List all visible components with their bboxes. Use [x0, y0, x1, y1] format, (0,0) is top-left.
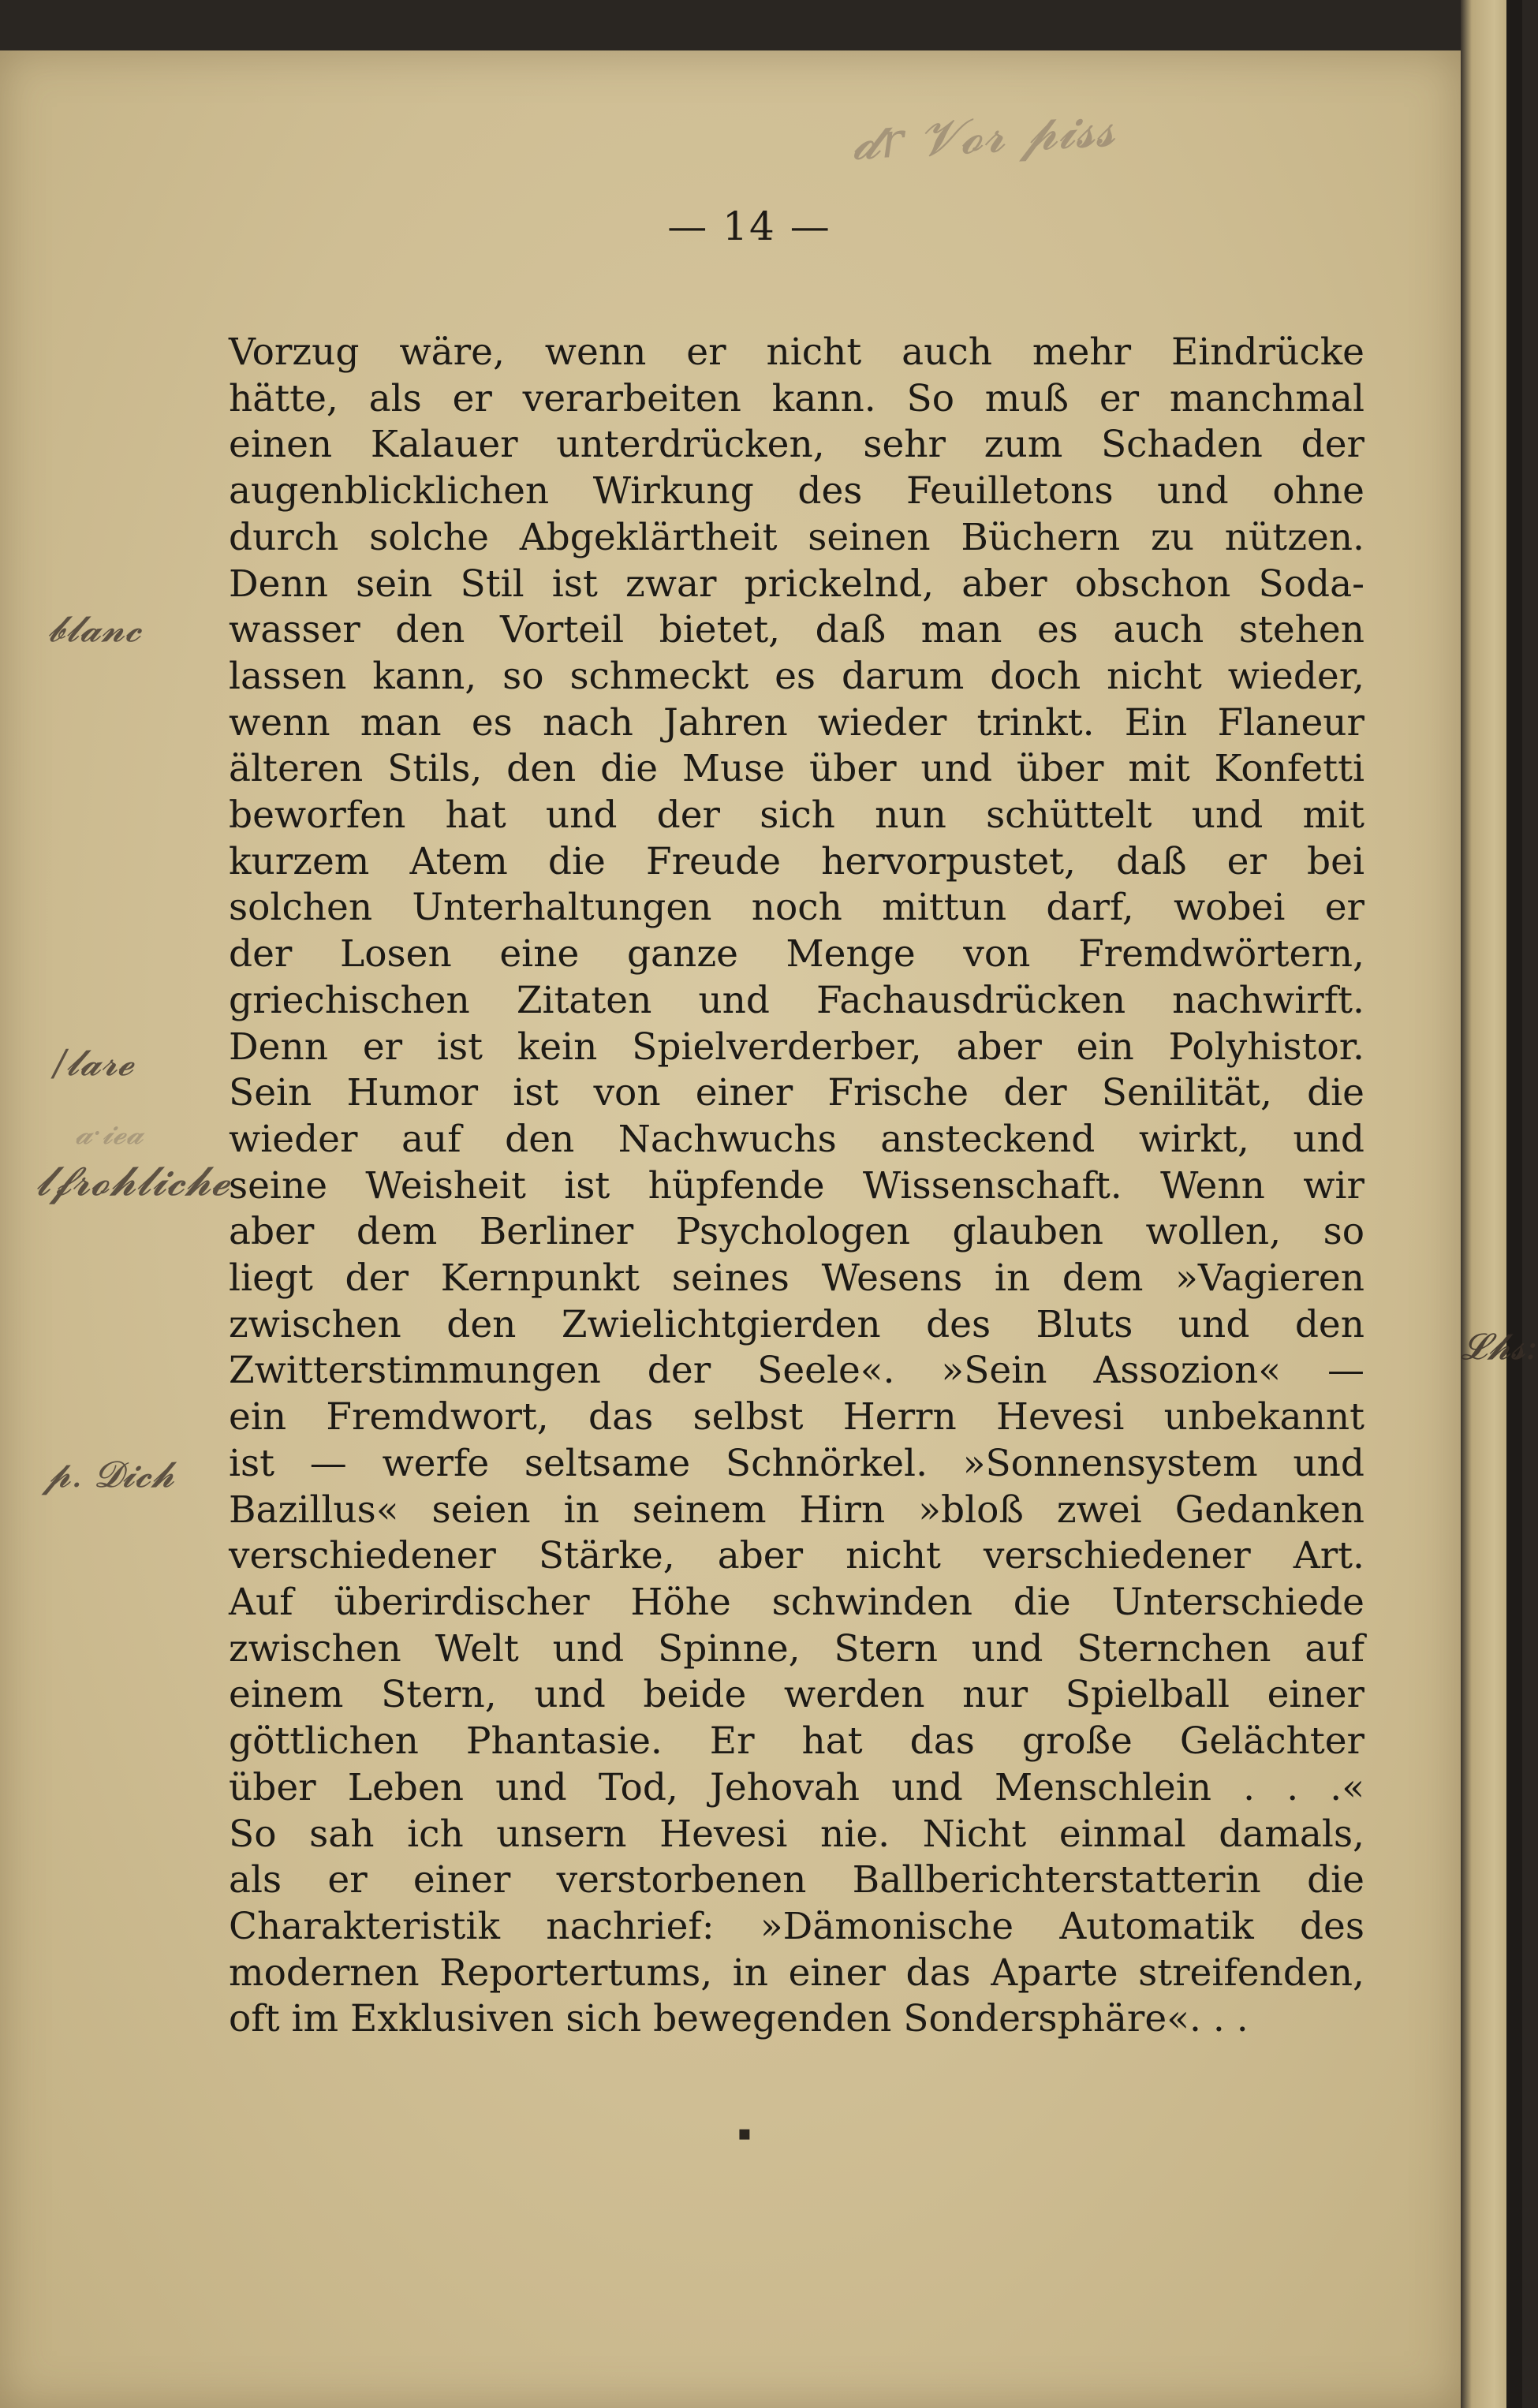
handwritten-margin-note: 𝓫𝓵𝓪𝓷𝓬: [47, 607, 141, 650]
text-line: ein Fremdwort, das selbst Herrn Hevesi unbekannt: [229, 1395, 1364, 1439]
handwritten-margin-note: 𝓵𝓯𝓻𝓸𝓱𝓵𝓲𝓬𝓱𝓮: [35, 1158, 230, 1205]
text-line: Sein Humor ist von einer Frische der Senilität, die: [229, 1071, 1364, 1115]
text-line: liegt der Kernpunkt seines Wesens in dem »Vagieren: [229, 1256, 1364, 1301]
text-line: Denn er ist kein Spielverderber, aber ein Polyhistor.: [229, 1025, 1364, 1069]
text-line: einen Kalauer unterdrücken, sehr zum Schaden der: [229, 423, 1364, 467]
text-line: beworfen hat und der sich nun schüttelt und mit: [229, 793, 1364, 838]
text-line: einem Stern, und beide werden nur Spielball einer: [229, 1673, 1364, 1717]
body-text: [229, 330, 1364, 2043]
text-line: kurzem Atem die Freude hervorpustet, daß er bei: [229, 839, 1364, 883]
text-line: wasser den Vorteil bietet, daß man es auch stehen: [229, 608, 1364, 652]
text-line: zwischen den Zwielichtgierden des Bluts und den: [229, 1302, 1364, 1346]
text-line: über Leben und Tod, Jehovah und Menschlein . . .«: [229, 1765, 1364, 1809]
text-line: wieder auf den Nachwuchs ansteckend wirkt, und: [229, 1117, 1364, 1161]
text-line: lassen kann, so schmeckt es darum doch nicht wieder,: [229, 654, 1364, 698]
text-line: oft im Exklusiven sich bewegenden Sondersphäre«. . .: [229, 1997, 1249, 2041]
text-line: hätte, als er verarbeiten kann. So muß er manchmal: [229, 376, 1364, 420]
handwritten-margin-note: /𝓵𝓪𝓻𝓮: [54, 1041, 134, 1084]
text-line: Auf überirdischer Höhe schwinden die Unterschiede: [229, 1580, 1364, 1624]
page-number: — 14 —: [667, 203, 831, 249]
text-line: Zwitterstimmungen der Seele«. »Sein Assozion« —: [229, 1349, 1364, 1393]
text-line: der Losen eine ganze Menge von Fremdwörtern,: [229, 932, 1364, 976]
text-line: älteren Stils, den die Muse über und über mit Konfetti: [229, 747, 1364, 791]
handwritten-annotation-top: 𝓭r 𝓥𝓸𝓻 𝓹𝓲𝓼𝓼: [850, 99, 1117, 171]
text-line: seine Weisheit ist hüpfende Wissenschaft. Wenn wir: [229, 1163, 1364, 1208]
text-line: göttlichen Phantasie. Er hat das große Gelächter: [229, 1719, 1364, 1764]
text-line: augenblicklichen Wirkung des Feuilletons und ohne: [229, 469, 1364, 513]
handwritten-margin-note: 𝓪·𝓲𝓮𝓪: [75, 1116, 144, 1151]
text-line: als er einer verstorbenen Ballberichterstatterin die: [229, 1858, 1364, 1902]
text-line: Vorzug wäre, wenn er nicht auch mehr Eindrücke: [229, 330, 1364, 374]
text-line: wenn man es nach Jahren wieder trinkt. Ein Flaneur: [229, 700, 1364, 745]
text-line: solchen Unterhaltungen noch mittun darf, wobei er: [229, 886, 1364, 930]
scan-border: [1506, 0, 1522, 2408]
handwritten-margin-note: 𝓹. 𝓓𝓲𝓬𝓱: [43, 1453, 175, 1495]
footer-mark: ▪: [737, 2122, 752, 2145]
text-line: ist — werfe seltsame Schnörkel. »Sonnensystem und: [229, 1441, 1364, 1485]
text-line: So sah ich unsern Hevesi nie. Nicht einmal damals,: [229, 1812, 1364, 1856]
handwritten-margin-note: 𝓛𝓱𝓼:: [1461, 1325, 1538, 1368]
text-line: modernen Reportertums, in einer das Aparte streifenden,: [229, 1951, 1364, 1995]
text-line: Denn sein Stil ist zwar prickelnd, aber obschon Soda-: [229, 562, 1364, 606]
text-line: zwischen Welt und Spinne, Stern und Sternchen auf: [229, 1626, 1364, 1671]
text-line: griechischen Zitaten und Fachausdrücken nachwirft.: [229, 978, 1364, 1022]
text-line: durch solche Abgeklärtheit seinen Büchern zu nützen.: [229, 515, 1364, 559]
text-line: Bazillus« seien in seinem Hirn »bloß zwei Gedanken: [229, 1488, 1364, 1532]
text-line: verschiedener Stärke, aber nicht verschiedener Art.: [229, 1534, 1364, 1578]
text-line: aber dem Berliner Psychologen glauben wollen, so: [229, 1210, 1364, 1254]
text-line: Charakteristik nachrief: »Dämonische Automatik des: [229, 1904, 1364, 1948]
